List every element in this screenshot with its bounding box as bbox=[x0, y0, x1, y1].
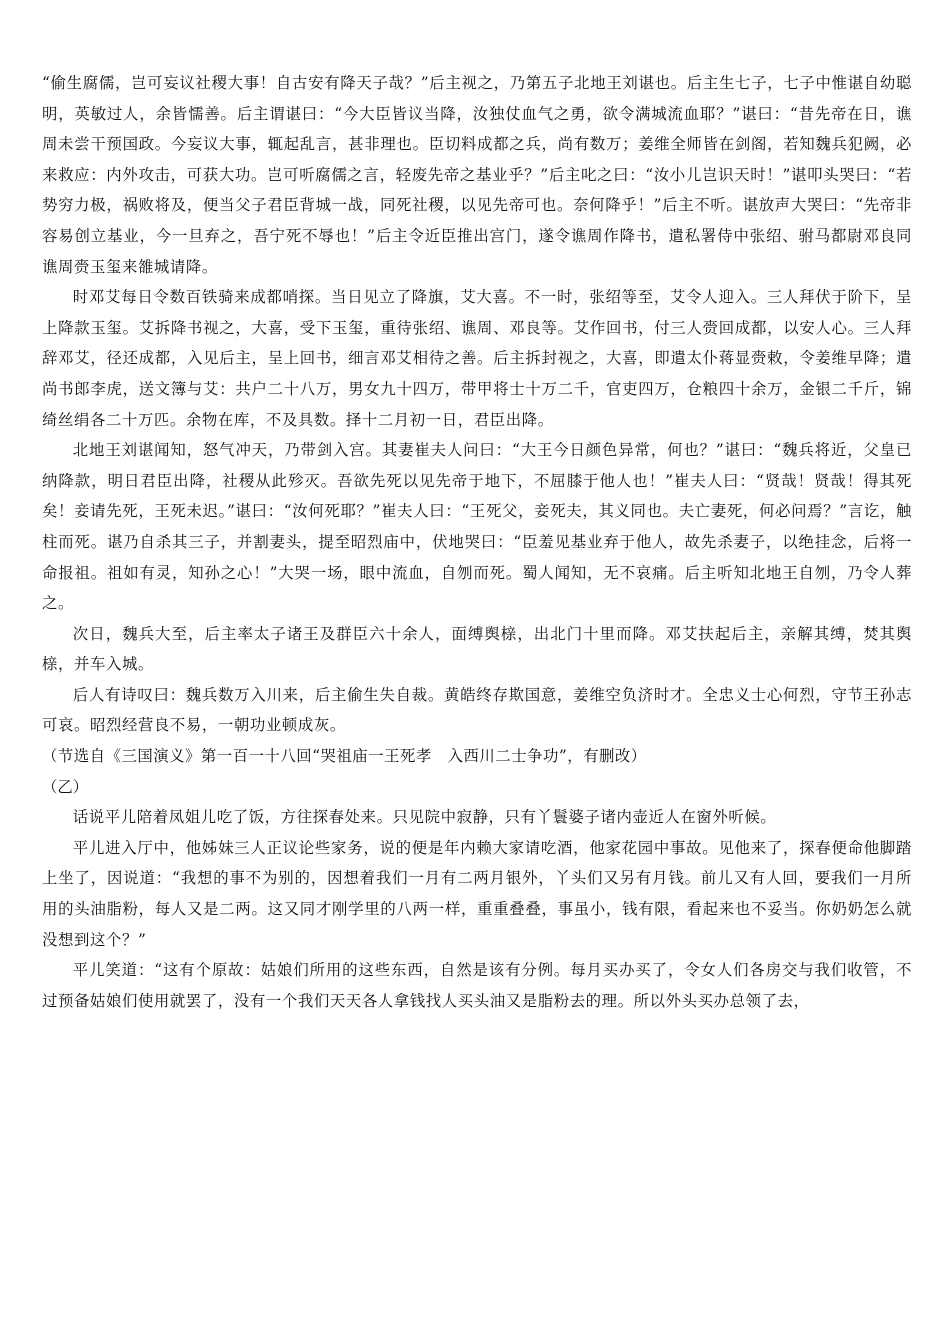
paragraph-jia-4: 次日，魏兵大至，后主率太子诸王及群臣六十余人，面缚舆榇，出北门十里而降。邓艾扶起后主，亲解其缚，焚其舆榇，并车入城。 bbox=[42, 624, 912, 674]
paragraph-jia-2: 时邓艾每日令数百铁骑来成都哨探。当日见立了降旗，艾大喜。不一时，张绍等至，艾令人迎入。三人拜伏于阶下，呈上降款玉玺。艾拆降书视之，大喜，受下玉玺，重待张绍、谯周、邓良等。艾作回书，付三人赍回成都，以安人心。三人拜辞邓艾，径还成都，入见后主，呈上回书，细言邓艾相待之善。后主拆封视之，大喜，即遣太仆蒋显赍敕，令姜维早降；遣尚书郎李虎，送文簿与艾：共户二十八万，男女九十四万，带甲将士十万二千，官吏四万，仓粮四十余万，金银二千斤，锦绮丝绢各二十万匹。余物在库，不及具数。择十二月初一日，君臣出降。 bbox=[42, 288, 912, 429]
paragraph-yi-2: 平儿进入厅中，他姊妹三人正议论些家务，说的便是年内赖大家请吃酒，他家花园中事故。见他来了，探春便命他脚踏上坐了，因说道：“我想的事不为别的，因想着我们一月有二两月银外，丫头们又另有月钱。前儿又有人回，要我们一月所用的头油脂粉，每人又是二两。这又同才刚学里的八两一样，重重叠叠，事虽小，钱有限，看起来也不妥当。你奶奶怎么就没想到这个？” bbox=[42, 838, 912, 949]
paragraph-jia-3: 北地王刘谌闻知，怒气冲天，乃带剑入宫。其妻崔夫人问曰：“大王今日颜色异常，何也？”谌曰：“魏兵将近，父皇已纳降款，明日君臣出降，社稷从此殄灭。吾欲先死以见先帝于地下，不屈膝于他人也！”崔夫人曰：“贤哉！贤哉！得其死矣！妾请先死，王死未迟。”谌曰：“汝何死耶？”崔夫人曰：“王死父，妾死夫，其义同也。夫亡妻死，何必问焉？”言讫，触柱而死。谌乃自杀其三子，并割妻头，提至昭烈庙中，伏地哭曰：“臣羞见基业弃于他人，故先杀妻子，以绝挂念，后将一命报祖。祖如有灵，知孙之心！”大哭一场，眼中流血，自刎而死。蜀人闻知，无不哀痛。后主听知北地王自刎，乃令人葬之。 bbox=[42, 441, 912, 613]
section-label-yi: （乙） bbox=[42, 777, 89, 796]
document-page bbox=[42, 68, 912, 1016]
paragraph-jia-5: 后人有诗叹曰：魏兵数万入川来，后主偷生失自裁。黄皓终存欺国意，姜维空负济时才。全忠义士心何烈，守节王孙志可哀。昭烈经营良不易，一朝功业顿成灰。 bbox=[42, 685, 912, 735]
source-note: （节选自《三国演义》第一百一十八回“哭祖庙一王死孝 入西川二士争功”，有删改） bbox=[42, 747, 647, 766]
paragraph-jia-1: “偷生腐儒，岂可妄议社稷大事！自古安有降天子哉？”后主视之，乃第五子北地王刘谌也。后主生七子，七子中惟谌自幼聪明，英敏过人，余皆懦善。后主谓谌曰：“今大臣皆议当降，汝独仗血气之勇，欲令满城流血耶？”谌曰：“昔先帝在日，谯周未尝干预国政。今妄议大事，辄起乱言，甚非理也。臣切料成都之兵，尚有数万；姜维全师皆在剑阁，若知魏兵犯阙，必来救应：内外攻击，可获大功。岂可听腐儒之言，轻废先帝之基业乎？”后主叱之曰：“汝小儿岂识天时！”谌叩头哭曰：“若势穷力极，祸败将及，便当父子君臣背城一战，同死社稷，以见先帝可也。奈何降乎！”后主不听。谌放声大哭曰：“先帝非容易创立基业，今一旦弃之，吾宁死不辱也！”后主令近臣推出宫门，遂令谯周作降书，遣私署侍中张绍、驸马都尉邓良同谯周赍玉玺来雒城请降。 bbox=[42, 74, 912, 276]
paragraph-yi-3: 平儿笑道：“这有个原故：姑娘们所用的这些东西，自然是该有分例。每月买办买了，令女人们各房交与我们收管，不过预备姑娘们使用就罢了，没有一个我们天天各人拿钱找人买头油又是脂粉去的理。所以外头买办总领了去， bbox=[42, 961, 912, 1010]
paragraph-yi-1: 话说平儿陪着凤姐儿吃了饭，方往探春处来。只见院中寂静，只有丫鬟婆子诸内壶近人在窗外听候。 bbox=[72, 808, 777, 827]
